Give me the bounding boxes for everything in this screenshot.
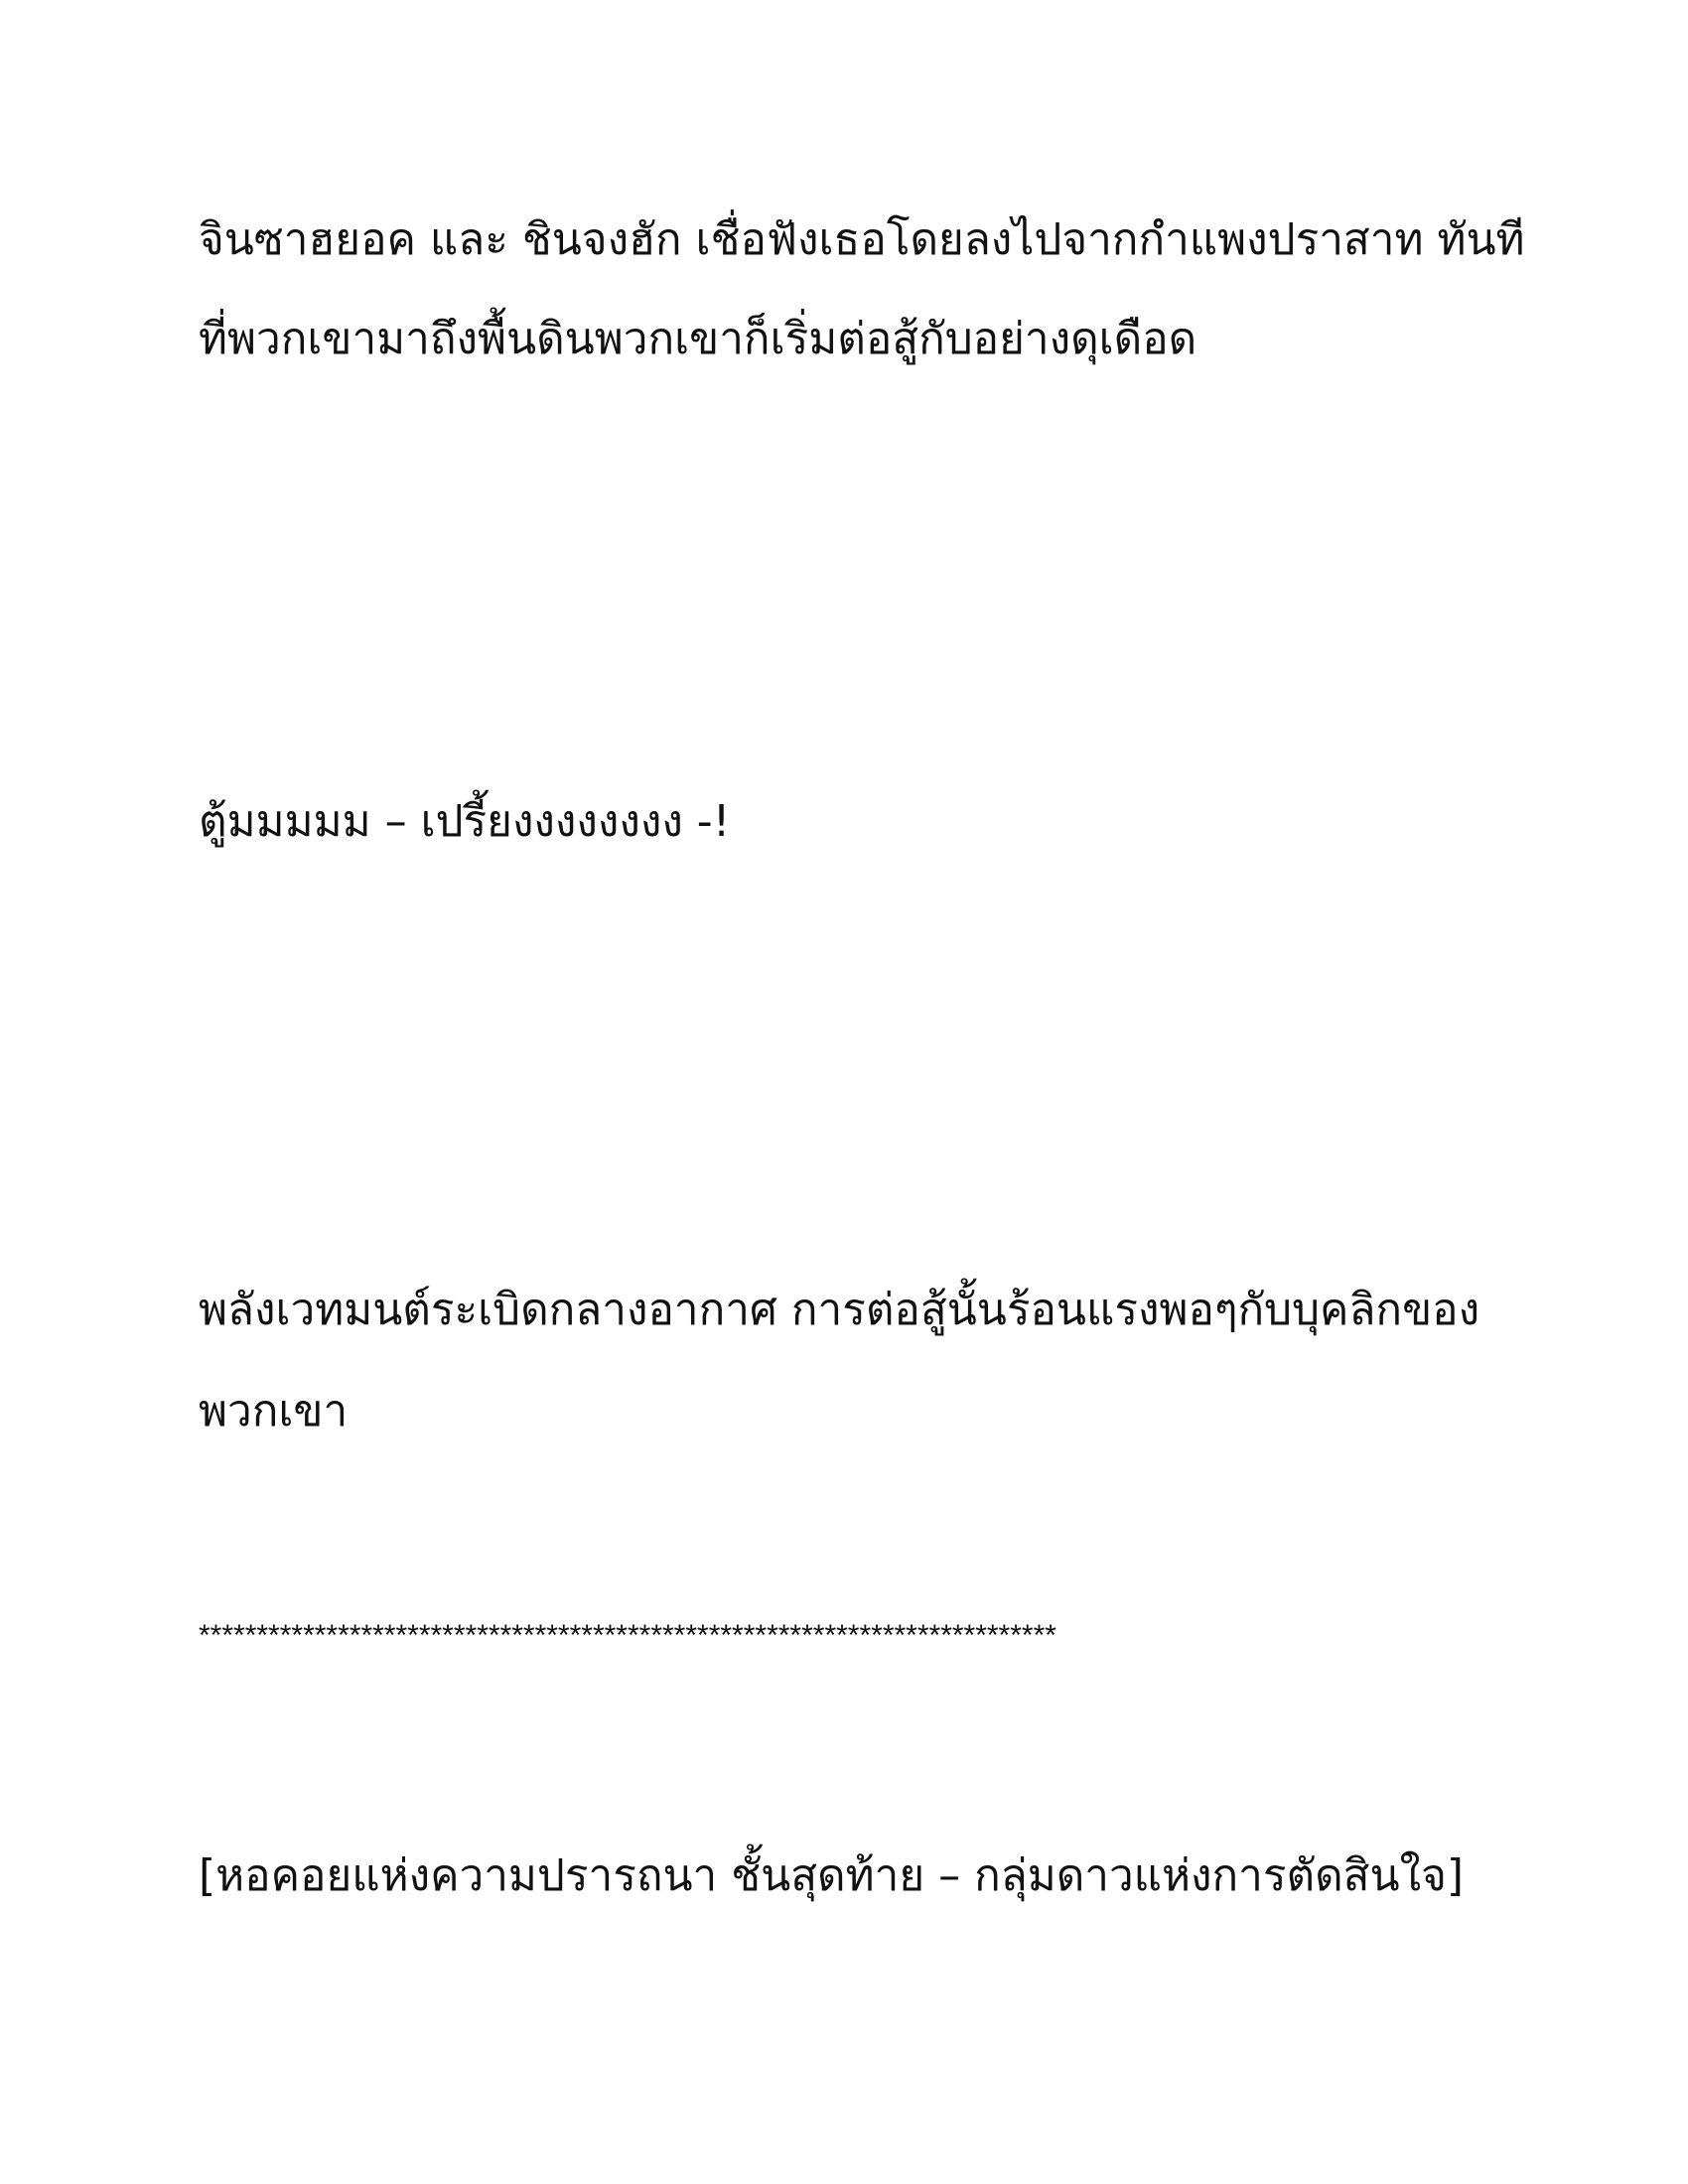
sound-effect-text: ตู้มมมมม – เปรี้ยงงงงงงงง -! (199, 796, 731, 847)
paragraph-line: จินซาฮยอค และ ชินจงฮัก เชื่อฟังเธอโดยลงไปจากกำแพงปราสาท ทันที (199, 214, 1525, 265)
paragraph-line: พลังเวทมนต์ระเบิดกลางอากาศ การต่อสู้นั้นร้อนแรงพอๆกับบุคลิกของ (199, 1285, 1480, 1335)
scene-separator: ************************************************************************** (199, 1619, 1056, 1652)
paragraph-line: พวกเขา (199, 1386, 349, 1436)
scene-heading: [หอคอยแห่งความปรารถนา ชั้นสุดท้าย – กลุ่มดาวแห่งการตัดสินใจ] (199, 1850, 1465, 1901)
paragraph-line: ที่พวกเขามาถึงพื้นดินพวกเขาก็เริ่มต่อสู้กับอย่างดุเดือด (199, 314, 1197, 364)
